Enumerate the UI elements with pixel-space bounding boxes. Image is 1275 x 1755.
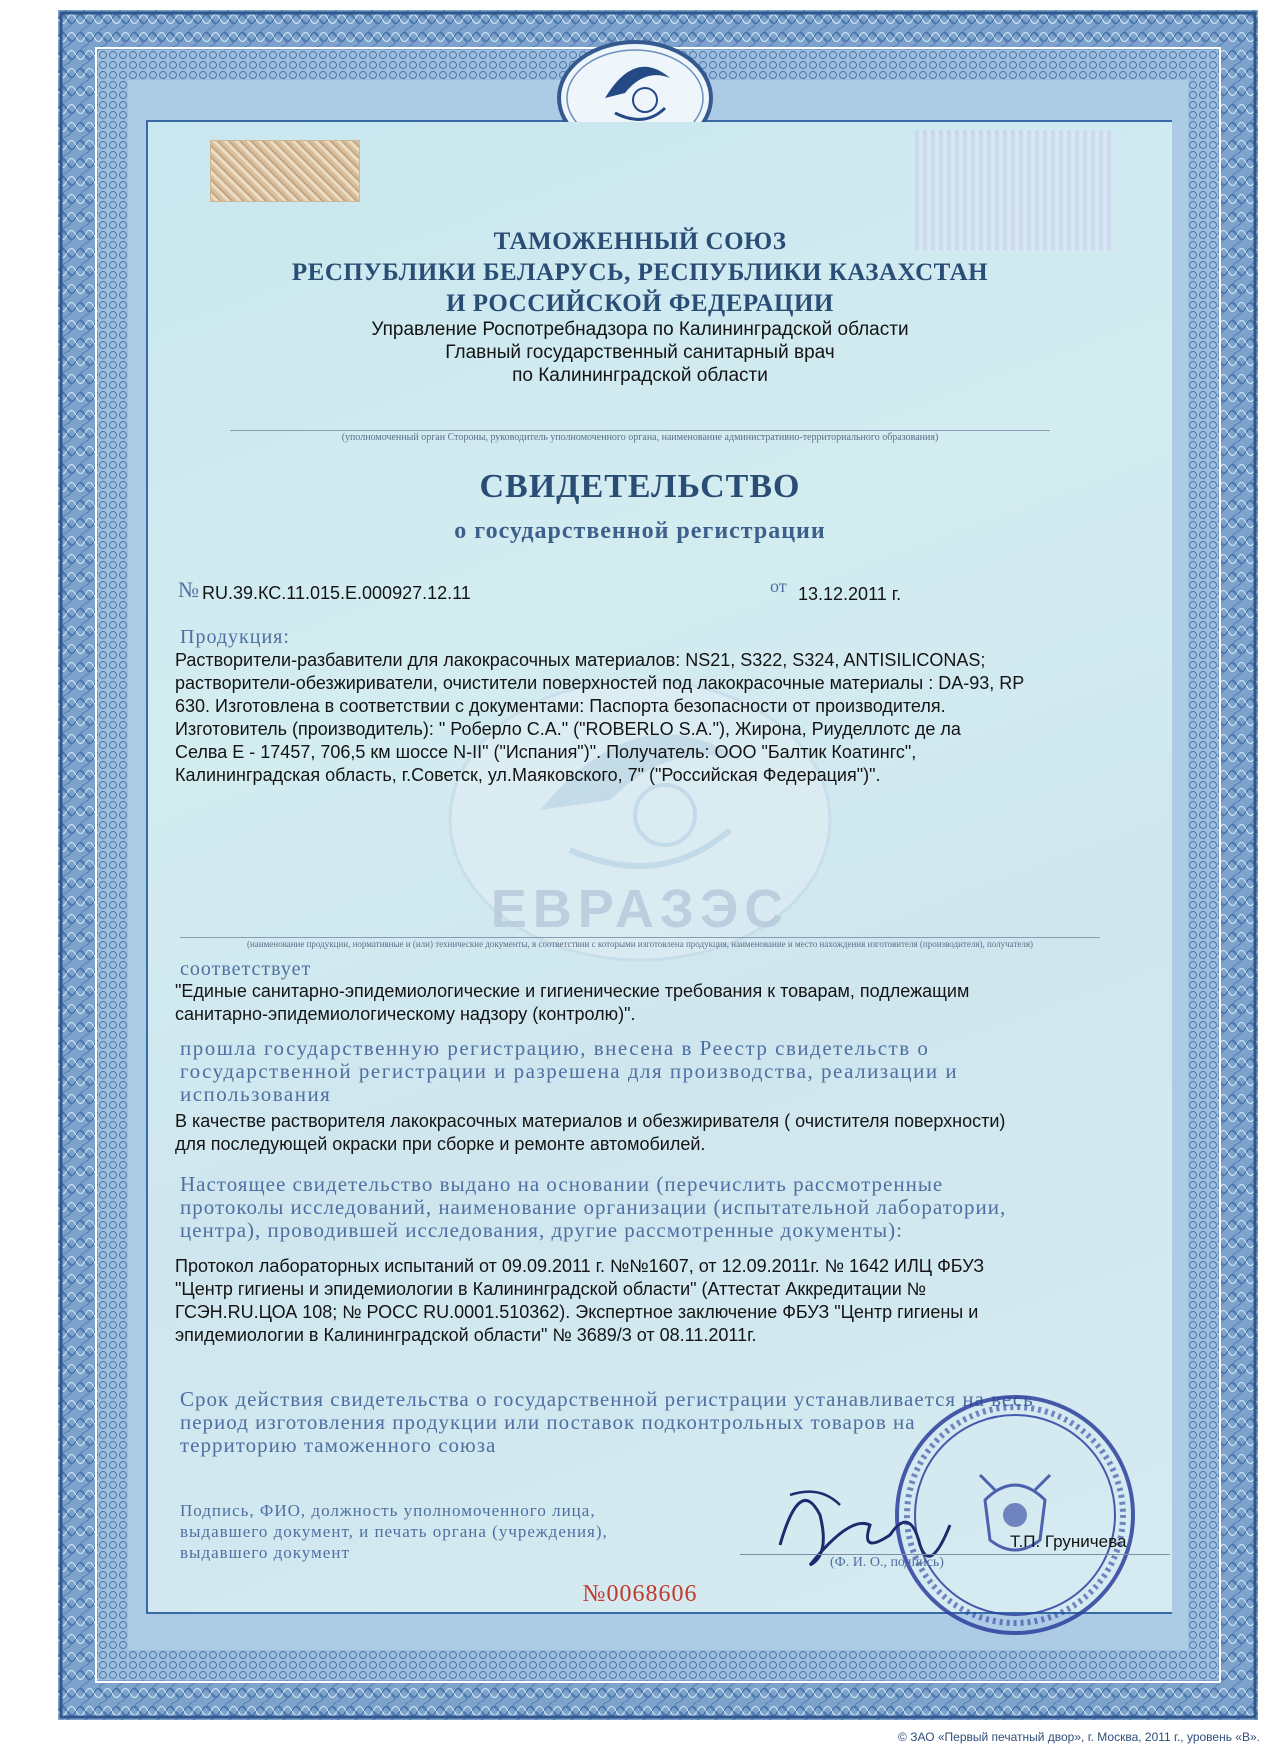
product-line: Селва Е - 17457, 706,5 км шоссе N-II" ("Испания")". Получатель: ООО "Балтик Коатингс",	[175, 742, 917, 762]
product-label: Продукция:	[180, 626, 290, 648]
certificate-subtitle: о государственной регистрации	[454, 518, 826, 544]
date-label: от	[770, 576, 787, 596]
basis-label-line: центра), проводившей исследования, другие рассмотренные документы):	[180, 1218, 903, 1242]
authority-caption: (уполномоченный орган Стороны, руководитель уполномоченного органа, наименование административно-территориального образования)	[230, 430, 1050, 443]
product-line: Изготовитель (производитель): " Роберло С.А." ("ROBERLO S.A."), Жирона, Риуделлотс де ла	[175, 719, 961, 739]
basis-line: Протокол лабораторных испытаний от 09.09.2011 г. №№1607, от 12.09.2011г. № 1642 ИЛЦ ФБУЗ	[175, 1256, 985, 1276]
registration-number: RU.39.КС.11.015.Е.000927.12.11	[202, 583, 471, 603]
registered-line: В качестве растворителя лакокрасочных материалов и обезжиривателя ( очистителя поверхности)	[175, 1111, 1006, 1131]
signature-label	[180, 1500, 720, 1563]
authority-line-3: по Калининградской области	[512, 365, 768, 386]
conformity-text	[175, 980, 1165, 1026]
registered-line: для последующей окраски при сборке и ремонте автомобилей.	[175, 1134, 706, 1154]
product-line: Калининградская область, г.Советск, ул.Маяковского, 7" ("Российская Федерация")".	[175, 765, 881, 785]
signature-label-line: выдавшего документ, и печать органа (учреждения),	[180, 1522, 608, 1541]
union-line-1: ТАМОЖЕННЫЙ СОЮЗ	[493, 228, 787, 255]
basis-label-line: протоколы исследований, наименование организации (испытательной лаборатории,	[180, 1195, 1007, 1219]
validity-line: период изготовления продукции или поставок подконтрольных товаров на	[180, 1410, 916, 1434]
hologram-sticker	[210, 140, 360, 202]
signature-label-line: выдавшего документ	[180, 1543, 350, 1562]
conformity-label: соответствует	[180, 958, 312, 980]
registered-text	[175, 1110, 1165, 1156]
basis-label-line: Настоящее свидетельство выдано на основании (перечислить рассмотренные	[180, 1172, 944, 1196]
handwritten-signature	[760, 1455, 980, 1595]
validity-line: Срок действия свидетельства о государственной регистрации устанавливается на весь	[180, 1387, 1034, 1411]
basis-text	[175, 1255, 1165, 1347]
basis-line: эпидемиологии в Калининградской области" № 3689/3 от 08.11.2011г.	[175, 1325, 757, 1345]
product-line: растворители-обезжириватели, очистители поверхностей под лакокрасочные материалы : DA-93, RP	[175, 673, 1025, 693]
printer-footer: © ЗАО «Первый печатный двор», г. Москва, 2011 г., уровень «В».	[898, 1730, 1260, 1744]
registered-label	[180, 1037, 1130, 1106]
conformity-line: "Единые санитарно-эпидемиологические и гигиенические требования к товарам, подлежащим	[175, 981, 970, 1001]
signature-line	[740, 1553, 1170, 1555]
union-line-2: РЕСПУБЛИКИ БЕЛАРУСЬ, РЕСПУБЛИКИ КАЗАХСТАН	[291, 259, 989, 286]
basis-line: ГСЭН.RU.ЦОА 108; № РОСС RU.0001.510362). Экспертное заключение ФБУЗ "Центр гигиены и	[175, 1302, 979, 1322]
registered-label-line: государственной регистрации и разрешена для производства, реализации и	[180, 1059, 959, 1083]
registration-date: 13.12.2011 г.	[798, 584, 902, 604]
union-line-3: И РОССИЙСКОЙ ФЕДЕРАЦИИ	[446, 290, 834, 317]
registered-label-line: использования	[180, 1082, 332, 1106]
validity-line: территорию таможенного союза	[180, 1433, 497, 1457]
registered-label-line: прошла государственную регистрацию, внесена в Реестр свидетельств о	[180, 1036, 930, 1060]
product-text	[175, 649, 1165, 787]
form-number: №0068606	[582, 1581, 698, 1607]
product-line: Растворители-разбавители для лакокрасочных материалов: NS21, S322, S324, ANTISILICONAS;	[175, 650, 986, 670]
number-label: №	[178, 577, 199, 602]
signature-label-line: Подпись, ФИО, должность уполномоченного лица,	[180, 1501, 596, 1520]
signatory-name: Т.П. Груничева	[1010, 1532, 1127, 1551]
basis-label	[180, 1173, 1130, 1242]
product-caption: (наименование продукции, нормативные и (или) технические документы, в соответствии с которыми изготовлена продукция, наименование и место нахождения изготовителя (производителя), получателя)	[180, 937, 1100, 949]
product-line: 630. Изготовлена в соответствии с документами: Паспорта безопасности от производителя.	[175, 696, 946, 716]
authority-line-2: Главный государственный санитарный врач	[445, 342, 835, 363]
basis-line: "Центр гигиены и эпидемиологии в Калининградской области" (Аттестат Аккредитации №	[175, 1279, 927, 1299]
signature-caption: (Ф. И. О., подпись)	[830, 1555, 944, 1570]
certificate-title: СВИДЕТЕЛЬСТВО	[479, 468, 801, 505]
watermark-text: ЕВРАЗЭС	[490, 879, 790, 939]
authority-line-1: Управление Роспотребнадзора по Калининградской области	[371, 319, 909, 340]
conformity-line: санитарно-эпидемиологическому надзору (контролю)".	[175, 1004, 636, 1024]
